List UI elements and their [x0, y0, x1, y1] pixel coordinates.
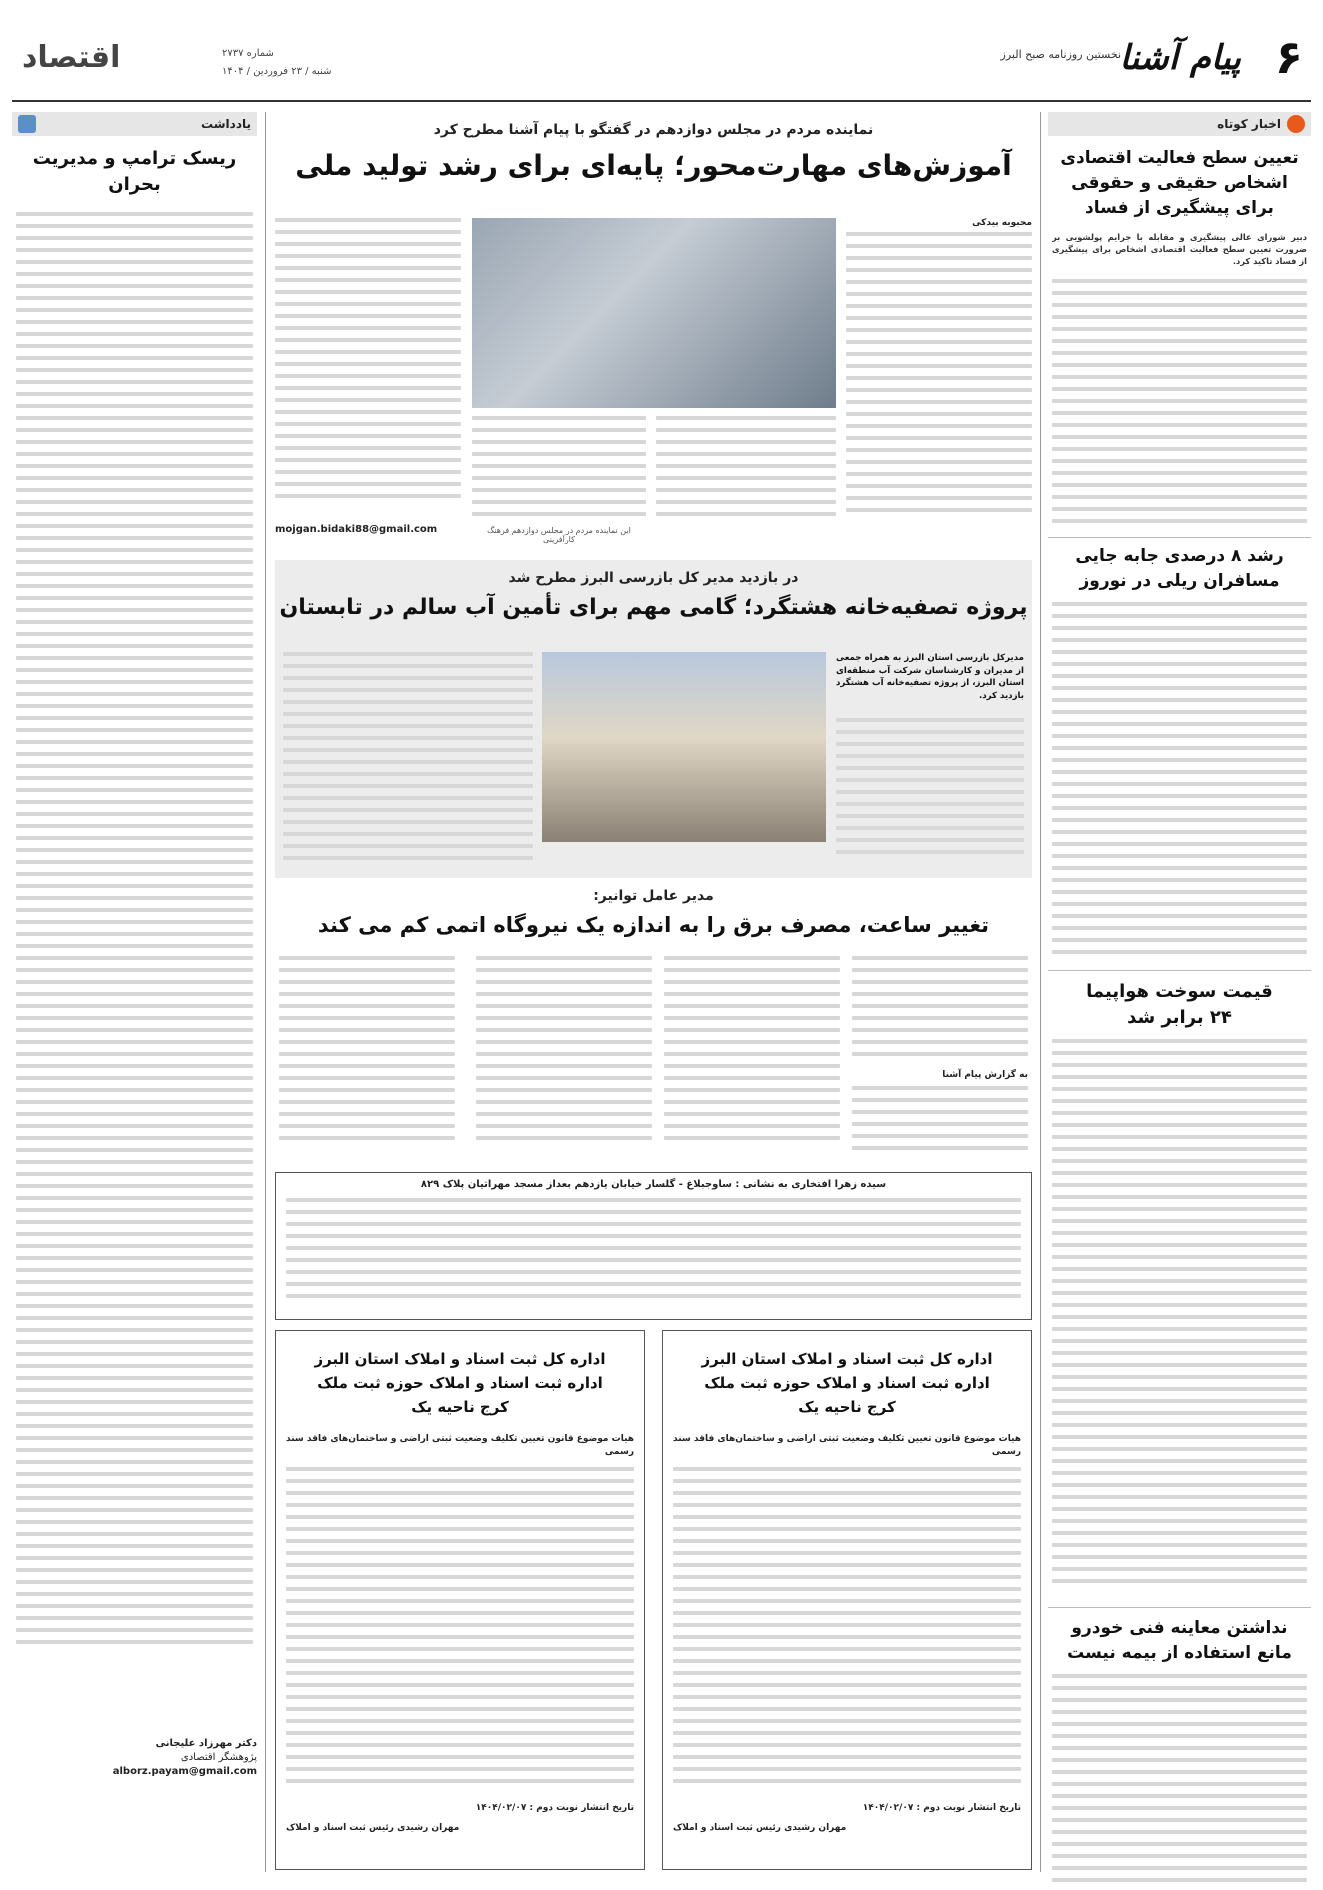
- page-number: ۶: [1274, 30, 1303, 84]
- lead-photo: [472, 218, 836, 408]
- story3-col-1: [852, 956, 1028, 1066]
- story3-col-4: [279, 956, 455, 1156]
- lead-photo-caption: این نماینده مردم در مجلس دوازدهم فرهنگ کارآفرینی: [487, 526, 631, 544]
- story2-photo: [542, 652, 826, 842]
- column-rule-right: [1040, 112, 1041, 1872]
- logo: پیام آشنا: [1119, 38, 1241, 78]
- story3-kicker: مدیر عامل توانیر:: [593, 888, 714, 904]
- short-news-body-4: [1052, 1674, 1307, 1890]
- short-news-body-3: [1052, 1039, 1307, 1599]
- lead-story: [275, 112, 1032, 552]
- lead-title: آموزش‌های مهارت‌محور؛ پایه‌ای برای رشد تولید ملی: [295, 149, 1012, 182]
- short-news-lead-1: دبیر شورای عالی پیشگیری و مقابله با جرایم پولشویی بر ضرورت تعیین سطح فعالیت اقتصادی اشخاص برای پیشگیری از فساد تاکید کرد.: [1052, 232, 1307, 266]
- opinion-author-email: alborz.payam@gmail.com: [112, 1766, 257, 1777]
- notice-left-body: [286, 1467, 634, 1797]
- story3-col-1b: [852, 1086, 1028, 1156]
- notice-wide-title: سیده زهرا افتخاری به نشانی : ساوجبلاغ - گلسار خیابان یازدهم بعداز مسجد مهراتیان پلاک ۸۲۹: [420, 1179, 887, 1190]
- story2-lead: مدیرکل بازرسی استان البرز به همراه جمعی از مدیران و کارشناسان شرکت آب منطقه‌ای استان البرز، از پروژه تصفیه‌خانه آب هشتگرد بازدید کرد.: [836, 653, 1024, 701]
- column-rule-left: [265, 112, 266, 1872]
- short-news-header: [1048, 112, 1311, 136]
- short-news-title-4: نداشتن معاینه فنی خودرو مانع استفاده از بیمه نیست: [1067, 1618, 1292, 1663]
- notice-right-title: اداره کل ثبت اسناد و املاک استان البرز اداره ثبت اسناد و املاک حوزه ثبت ملک کرج ناحیه یک: [701, 1350, 993, 1416]
- legal-notice-right: [662, 1330, 1032, 1870]
- story3-col-3: [476, 956, 652, 1156]
- notice-right-subhead: هیات موضوع قانون تعیین تکلیف وضعیت ثبتی اراضی و ساختمان‌های فاقد سند رسمی: [673, 1434, 1021, 1457]
- lead-body-col-2: [656, 416, 836, 526]
- short-news-title-1: تعیین سطح فعالیت اقتصادی اشخاص حقیقی و حقوقی برای پیشگیری از فساد: [1060, 148, 1299, 218]
- lead-body-col-1: [846, 232, 1032, 522]
- opinion-header: [12, 112, 257, 136]
- section-label: اقتصاد: [22, 40, 121, 75]
- story2-title: پروژه تصفیه‌خانه هشتگرد؛ گامی مهم برای تأمین آب سالم در تابستان: [279, 595, 1028, 620]
- opinion-label: یادداشت: [201, 117, 251, 131]
- opinion-column: [12, 112, 257, 1872]
- lead-kicker: نماینده مردم در مجلس دوازدهم در گفتگو با پیام آشنا مطرح کرد: [433, 122, 874, 138]
- notice-right-date: تاریخ انتشار نوبت دوم : ۱۴۰۴/۰۲/۰۷: [862, 1803, 1021, 1813]
- tagline: نخستین روزنامه صبح البرز: [1000, 48, 1121, 61]
- lead-email: mojgan.bidaki88@gmail.com: [275, 524, 438, 535]
- notice-left-date: تاریخ انتشار نوبت دوم : ۱۴۰۴/۰۲/۰۷: [475, 1803, 634, 1813]
- notice-right-signature: مهران رشیدی رئیس ثبت اسناد و املاک: [673, 1823, 847, 1833]
- story2-body-left: [283, 652, 533, 868]
- masthead: [12, 30, 1311, 102]
- short-news-column: [1048, 112, 1311, 1872]
- notice-wide-body: [286, 1198, 1021, 1308]
- story-daylight-saving: [275, 884, 1032, 1164]
- notepad-icon: [18, 115, 36, 133]
- short-news-label: اخبار کوتاه: [1217, 117, 1281, 131]
- lead-byline: محبوبه بیدکی: [972, 218, 1032, 228]
- lead-body-col-4: [275, 218, 461, 518]
- opinion-author-role: پژوهشگر اقتصادی: [180, 1752, 257, 1763]
- issue-date: شنبه / ۲۳ فروردین / ۱۴۰۴: [222, 66, 332, 77]
- short-news-body-2: [1052, 602, 1307, 962]
- legal-notice-wide: [275, 1172, 1032, 1320]
- story2-body-right: [836, 718, 1024, 868]
- opinion-body: [12, 212, 257, 1732]
- short-news-body-1: [1052, 279, 1307, 529]
- notice-left-subhead: هیات موضوع قانون تعیین تکلیف وضعیت ثبتی اراضی و ساختمان‌های فاقد سند رسمی: [286, 1434, 634, 1457]
- lead-body-col-3: [472, 416, 646, 526]
- story3-col-2: [664, 956, 840, 1156]
- story-water-plant: [275, 560, 1032, 878]
- opinion-title: ریسک ترامپ و مدیریت بحران: [32, 148, 237, 195]
- story2-kicker: در بازدید مدیر کل بازرسی البرز مطرح شد: [508, 570, 799, 586]
- legal-notice-left: [275, 1330, 645, 1870]
- issue-number: شماره ۲۷۳۷: [222, 48, 274, 59]
- notice-left-signature: مهران رشیدی رئیس ثبت اسناد و املاک: [286, 1823, 460, 1833]
- story3-byline: به گزارش پیام آشنا: [942, 1070, 1028, 1080]
- opinion-author: دکتر مهرزاد علیجانی: [155, 1738, 257, 1749]
- short-news-title-2: رشد ۸ درصدی جابه جایی مسافران ریلی در نوروز: [1075, 546, 1284, 591]
- story3-title: تغییر ساعت، مصرف برق را به اندازه یک نیروگاه اتمی کم می کند: [317, 913, 990, 937]
- megaphone-icon: [1287, 115, 1305, 133]
- short-news-title-3: قیمت سوخت هواپیما ۲۴ برابر شد: [1086, 981, 1273, 1028]
- notice-right-body: [673, 1467, 1021, 1797]
- notice-left-title: اداره کل ثبت اسناد و املاک استان البرز اداره ثبت اسناد و املاک حوزه ثبت ملک کرج ناحیه یک: [314, 1350, 606, 1416]
